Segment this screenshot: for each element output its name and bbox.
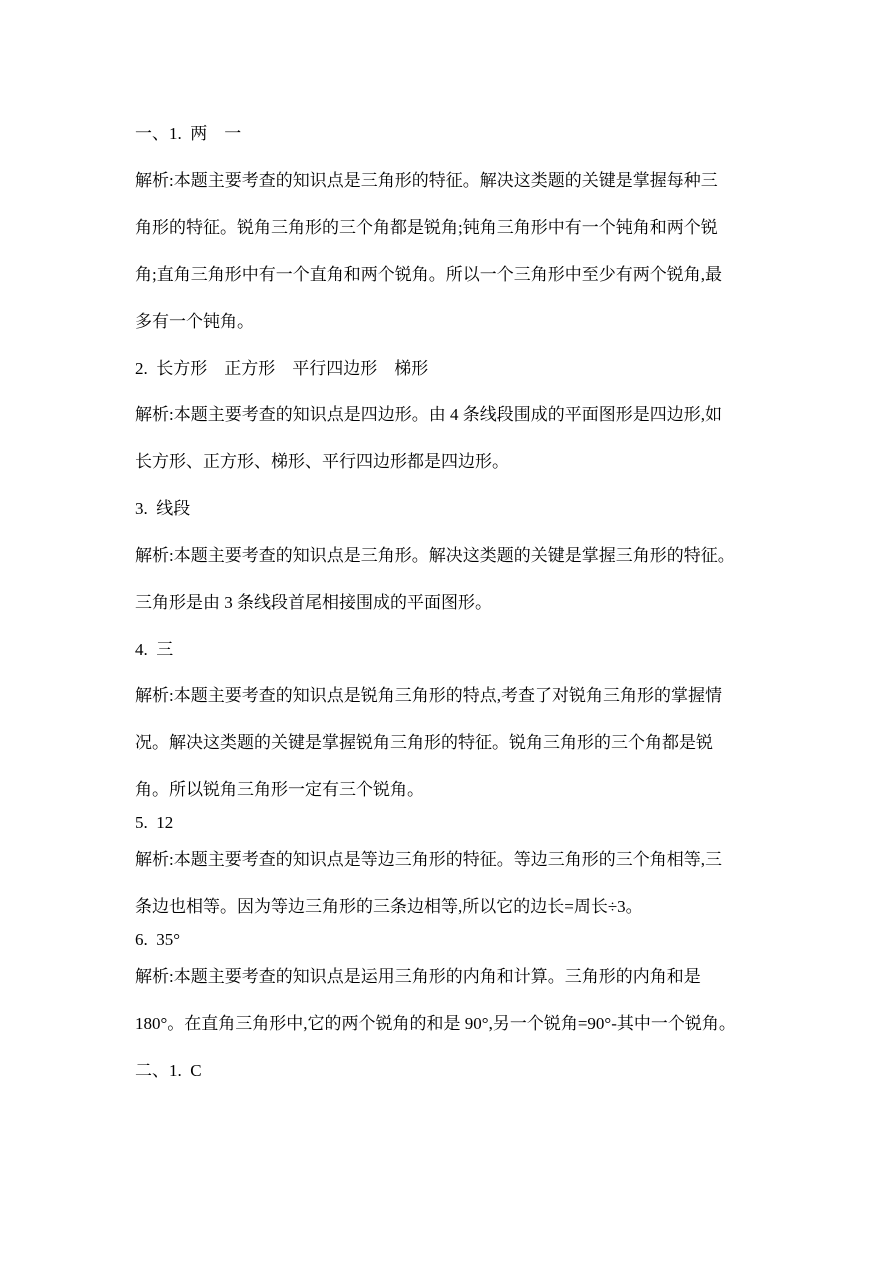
explanation-line: 三角形是由 3 条线段首尾相接围成的平面图形。 (135, 593, 492, 612)
answer-1-4: 4. 三 (135, 640, 174, 659)
answer-1-3: 3. 线段 (135, 499, 191, 518)
explanation-line: 角;直角三角形中有一个直角和两个锐角。所以一个三角形中至少有两个锐角,最 (135, 265, 722, 284)
explanation-line: 解析:本题主要考查的知识点是运用三角形的内角和计算。三角形的内角和是 (135, 967, 701, 986)
explanation-line: 多有一个钝角。 (135, 312, 254, 331)
explanation-line: 解析:本题主要考查的知识点是四边形。由 4 条线段围成的平面图形是四边形,如 (135, 405, 722, 424)
explanation-line: 长方形、正方形、梯形、平行四边形都是四边形。 (135, 452, 509, 471)
explanation-line: 解析:本题主要考查的知识点是等边三角形的特征。等边三角形的三个角相等,三 (135, 850, 722, 869)
explanation-line: 解析:本题主要考查的知识点是锐角三角形的特点,考查了对锐角三角形的掌握情 (135, 686, 722, 705)
answer-1-6: 6. 35° (135, 930, 181, 949)
explanation-line: 180°。在直角三角形中,它的两个锐角的和是 90°,另一个锐角=90°-其中一个锐角。 (135, 1014, 736, 1033)
answer-1-2: 2. 长方形 正方形 平行四边形 梯形 (135, 359, 429, 378)
answer-1-1: 一、1. 两 一 (135, 124, 242, 143)
answer-1-5: 5. 12 (135, 813, 174, 832)
answer-2-1: 二、1. C (135, 1061, 202, 1080)
explanation-line: 角。所以锐角三角形一定有三个锐角。 (135, 780, 424, 799)
explanation-line: 解析:本题主要考查的知识点是三角形。解决这类题的关键是掌握三角形的特征。 (135, 546, 735, 565)
explanation-line: 条边也相等。因为等边三角形的三条边相等,所以它的边长=周长÷3。 (135, 897, 643, 916)
explanation-line: 况。解决这类题的关键是掌握锐角三角形的特征。锐角三角形的三个角都是锐 (135, 733, 713, 752)
explanation-line: 角形的特征。锐角三角形的三个角都是锐角;钝角三角形中有一个钝角和两个锐 (135, 218, 718, 237)
explanation-line: 解析:本题主要考查的知识点是三角形的特征。解决这类题的关键是掌握每种三 (135, 171, 718, 190)
